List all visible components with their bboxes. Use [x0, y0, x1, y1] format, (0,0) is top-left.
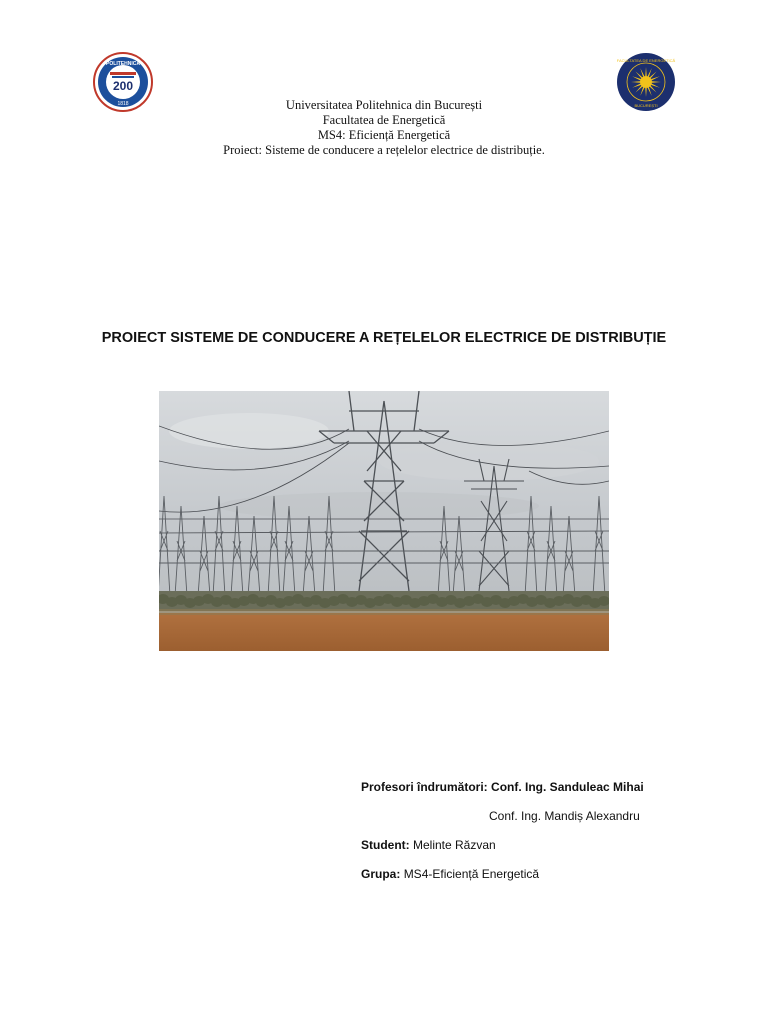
document-title: PROIECT SISTEME DE CONDUCERE A REȚELELOR ELECTRICE DE DISTRIBUȚIE	[101, 330, 667, 346]
group-value: MS4-Eficiență Energetică	[403, 867, 540, 881]
logo-right-bottom-text: BUCUREȘTI	[634, 103, 658, 108]
student-name: Melinte Răzvan	[413, 838, 496, 852]
logo-left-year: 1818	[117, 101, 129, 107]
advisors-label: Profesori îndrumători:	[361, 780, 488, 794]
logo-left-center-text: 200	[112, 79, 134, 93]
advisor-1: Conf. Ing. Sanduleac Mihai	[491, 780, 644, 794]
advisors-line	[361, 780, 644, 794]
power-lines-photo	[159, 391, 609, 651]
logo-left-ring-text: POLITEHNICA	[106, 61, 140, 67]
advisor-2: Conf. Ing. Mandiș Alexandru	[489, 809, 640, 823]
program-name: MS4: Eficiență Energetică	[317, 128, 451, 142]
faculty-name: Facultatea de Energetică	[322, 113, 446, 127]
university-name: Universitatea Politehnica din București	[285, 98, 483, 112]
student-label: Student:	[361, 838, 410, 852]
student-line	[361, 838, 496, 852]
group-label: Grupa:	[361, 867, 401, 881]
institution-header	[0, 98, 768, 158]
logo-right-ring-text: FACULTATEA DE ENERGETICĂ	[616, 58, 676, 63]
group-line	[361, 867, 539, 881]
project-line: Proiect: Sisteme de conducere a rețelelor electrice de distribuție.	[223, 143, 545, 157]
